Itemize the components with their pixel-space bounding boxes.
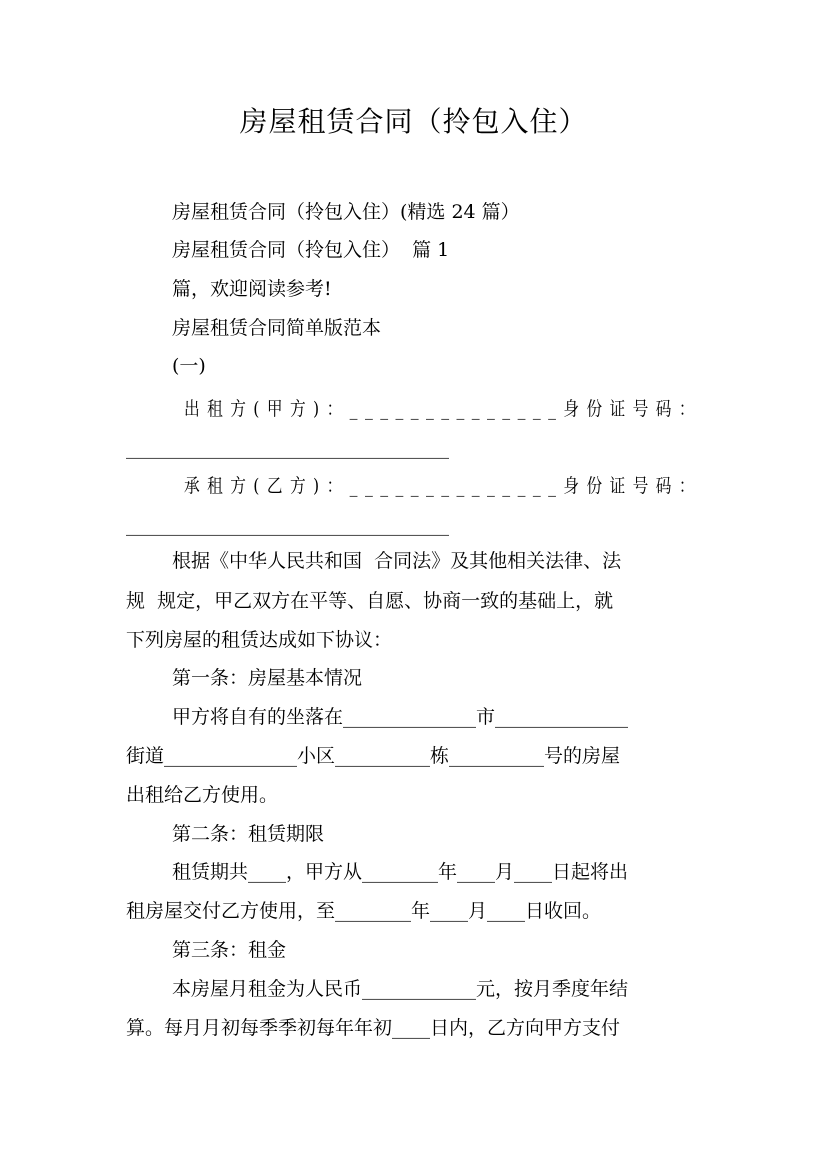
lessor-id-blank: __________________________________ <box>126 437 449 459</box>
article-2-line-2: 租房屋交付乙方使用，至________年____月____日收回。 <box>126 900 602 922</box>
welcome-text: 篇，欢迎阅读参考! <box>172 278 332 300</box>
article-3-line-1: 本房屋月租金为人民币____________元，按月季度年结 <box>172 978 629 1000</box>
intro-paragraph-line-2: 规 规定，甲乙双方在平等、自愿、协商一致的基础上，就 <box>126 590 614 612</box>
lessee-id-blank: __________________________________ <box>126 514 449 536</box>
article-1-line-1: 甲方将自有的坐落在______________市______________ <box>172 706 629 728</box>
document-title: 房屋租赁合同（拎包入住） <box>239 105 588 138</box>
lessee-line: 承租方(乙方)：______________身份证号码： <box>184 475 702 497</box>
article-3-title: 第三条：租金 <box>172 939 287 961</box>
article-2-line-1: 租赁期共____，甲方从________年____月____日起将出 <box>172 861 629 883</box>
article-1-title: 第一条：房屋基本情况 <box>172 667 363 689</box>
section-one-label: (一) <box>172 355 206 377</box>
article-1-line-2: 街道______________小区__________栋__________号的房屋 <box>126 745 621 767</box>
article-1-line-3: 出租给乙方使用。 <box>126 784 279 806</box>
heading-simple-version: 房屋租赁合同简单版范本 <box>172 317 382 339</box>
intro-paragraph-line-1: 根据《中华人民共和国 合同法》及其他相关法律、法 <box>172 550 622 572</box>
subtitle-line-2: 房屋租赁合同（拎包入住） 篇 1 <box>172 239 450 261</box>
article-2-title: 第二条：租赁期限 <box>172 823 325 845</box>
subtitle-line-1: 房屋租赁合同（拎包入住）(精选 24 篇） <box>172 201 520 223</box>
lessor-line: 出租方(甲方)：______________身份证号码： <box>184 398 702 420</box>
intro-paragraph-line-3: 下列房屋的租赁达成如下协议： <box>126 629 393 651</box>
article-3-line-2: 算。每月月初每季季初每年年初____日内，乙方向甲方支付 <box>126 1017 621 1039</box>
